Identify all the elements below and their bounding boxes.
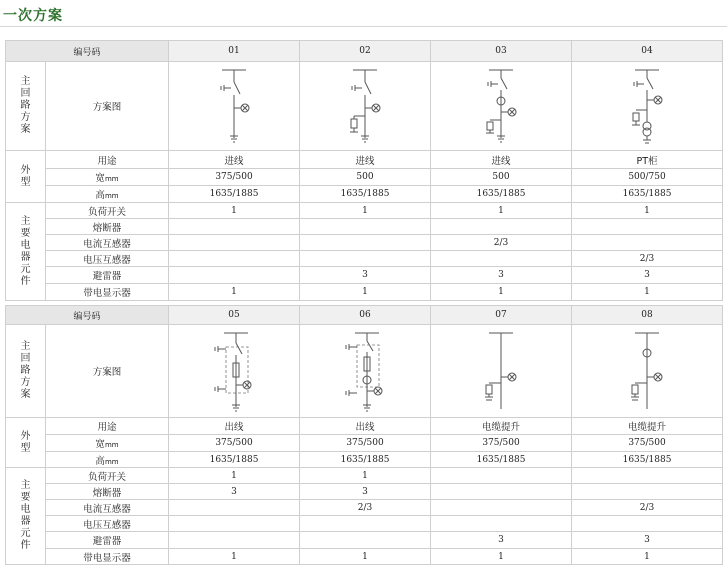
load-switch-label: 负荷开关 bbox=[46, 468, 169, 484]
scheme-code: 05 bbox=[169, 306, 300, 325]
fuse-label: 熔断器 bbox=[46, 219, 169, 235]
fuse-label: 熔断器 bbox=[46, 484, 169, 500]
height-value: 1635/1885 bbox=[572, 452, 723, 468]
ct-qty bbox=[169, 235, 300, 251]
current-transformer-label: 电流互感器 bbox=[46, 235, 169, 251]
diagram-03 bbox=[431, 62, 572, 151]
diagram-05 bbox=[169, 325, 300, 418]
code-label: 编号码 bbox=[6, 41, 169, 62]
diagram-06 bbox=[300, 325, 431, 418]
arrester-label: 避雷器 bbox=[46, 267, 169, 284]
voltage-transformer-label: 电压互感器 bbox=[46, 516, 169, 532]
load-switch-qty: 1 bbox=[431, 203, 572, 219]
diagram-07 bbox=[431, 325, 572, 418]
usage-value: PT柜 bbox=[572, 151, 723, 169]
arrester-qty bbox=[169, 532, 300, 549]
load-switch-qty bbox=[572, 468, 723, 484]
usage-value: 进线 bbox=[300, 151, 431, 169]
voltage-transformer-label: 电压互感器 bbox=[46, 251, 169, 267]
single-line-diagram-icon bbox=[206, 327, 262, 415]
scheme-code: 07 bbox=[431, 306, 572, 325]
live-indicator-label: 带电显示器 bbox=[46, 284, 169, 301]
vt-qty bbox=[169, 516, 300, 532]
arrester-label: 避雷器 bbox=[46, 532, 169, 549]
width-label: 宽mm bbox=[46, 435, 169, 452]
page-title: 一次方案 bbox=[3, 8, 63, 24]
live-indicator-qty: 1 bbox=[431, 549, 572, 565]
arrester-qty: 3 bbox=[572, 267, 723, 284]
fuse-qty bbox=[572, 219, 723, 235]
scheme-table-1 bbox=[5, 40, 723, 301]
ct-qty: 2/3 bbox=[431, 235, 572, 251]
appearance-label: 外型 bbox=[6, 418, 46, 468]
live-indicator-qty: 1 bbox=[572, 284, 723, 301]
height-value: 1635/1885 bbox=[300, 186, 431, 203]
live-indicator-qty: 1 bbox=[169, 284, 300, 301]
single-line-diagram-icon bbox=[622, 64, 672, 148]
width-value: 375/500 bbox=[572, 435, 723, 452]
main-circuit-label: 主回路方案 bbox=[6, 325, 46, 418]
load-switch-qty: 1 bbox=[572, 203, 723, 219]
height-label: 高mm bbox=[46, 186, 169, 203]
width-value: 500/750 bbox=[572, 169, 723, 186]
ct-qty bbox=[300, 235, 431, 251]
vt-qty bbox=[431, 251, 572, 267]
fuse-qty bbox=[431, 219, 572, 235]
fuse-qty: 3 bbox=[300, 484, 431, 500]
live-indicator-qty: 1 bbox=[431, 284, 572, 301]
load-switch-qty: 1 bbox=[300, 468, 431, 484]
scheme-code: 06 bbox=[300, 306, 431, 325]
single-line-diagram-icon bbox=[619, 327, 675, 415]
height-value: 1635/1885 bbox=[169, 186, 300, 203]
scheme-code: 01 bbox=[169, 41, 300, 62]
load-switch-qty: 1 bbox=[300, 203, 431, 219]
code-label: 编号码 bbox=[6, 306, 169, 325]
live-indicator-qty: 1 bbox=[572, 549, 723, 565]
diagram-02 bbox=[300, 62, 431, 151]
single-line-diagram-icon bbox=[337, 327, 393, 415]
height-value: 1635/1885 bbox=[169, 452, 300, 468]
scheme-code: 08 bbox=[572, 306, 723, 325]
single-line-diagram-icon bbox=[340, 64, 390, 148]
vt-qty bbox=[300, 516, 431, 532]
width-value: 500 bbox=[431, 169, 572, 186]
usage-value: 出线 bbox=[300, 418, 431, 435]
fuse-qty: 3 bbox=[169, 484, 300, 500]
fuse-qty bbox=[300, 219, 431, 235]
scheme-code: 04 bbox=[572, 41, 723, 62]
scheme-diagram-label: 方案图 bbox=[46, 325, 169, 418]
width-value: 500 bbox=[300, 169, 431, 186]
height-value: 1635/1885 bbox=[431, 452, 572, 468]
single-line-diagram-icon bbox=[473, 327, 529, 415]
usage-value: 电缆提升 bbox=[431, 418, 572, 435]
width-value: 375/500 bbox=[169, 435, 300, 452]
load-switch-label: 负荷开关 bbox=[46, 203, 169, 219]
arrester-qty: 3 bbox=[572, 532, 723, 549]
ct-qty bbox=[169, 500, 300, 516]
ct-qty: 2/3 bbox=[300, 500, 431, 516]
live-indicator-label: 带电显示器 bbox=[46, 549, 169, 565]
load-switch-qty: 1 bbox=[169, 468, 300, 484]
vt-qty: 2/3 bbox=[572, 251, 723, 267]
vt-qty bbox=[572, 516, 723, 532]
height-value: 1635/1885 bbox=[431, 186, 572, 203]
appearance-label: 外型 bbox=[6, 151, 46, 203]
usage-value: 进线 bbox=[431, 151, 572, 169]
usage-label: 用途 bbox=[46, 418, 169, 435]
live-indicator-qty: 1 bbox=[300, 549, 431, 565]
diagram-01 bbox=[169, 62, 300, 151]
height-value: 1635/1885 bbox=[572, 186, 723, 203]
diagram-08 bbox=[572, 325, 723, 418]
width-label: 宽mm bbox=[46, 169, 169, 186]
vt-qty bbox=[169, 251, 300, 267]
scheme-diagram-label: 方案图 bbox=[46, 62, 169, 151]
ct-qty: 2/3 bbox=[572, 500, 723, 516]
height-label: 高mm bbox=[46, 452, 169, 468]
live-indicator-qty: 1 bbox=[169, 549, 300, 565]
arrester-qty: 3 bbox=[300, 267, 431, 284]
arrester-qty: 3 bbox=[431, 532, 572, 549]
main-apparatus-label: 主要电器元件 bbox=[6, 468, 46, 565]
usage-value: 电缆提升 bbox=[572, 418, 723, 435]
scheme-table-2 bbox=[5, 305, 723, 565]
ct-qty bbox=[572, 235, 723, 251]
arrester-qty bbox=[300, 532, 431, 549]
usage-value: 出线 bbox=[169, 418, 300, 435]
main-circuit-label: 主回路方案 bbox=[6, 62, 46, 151]
live-indicator-qty: 1 bbox=[300, 284, 431, 301]
single-line-diagram-icon bbox=[209, 64, 259, 148]
current-transformer-label: 电流互感器 bbox=[46, 500, 169, 516]
width-value: 375/500 bbox=[300, 435, 431, 452]
width-value: 375/500 bbox=[431, 435, 572, 452]
load-switch-qty bbox=[431, 468, 572, 484]
scheme-code: 03 bbox=[431, 41, 572, 62]
fuse-qty bbox=[431, 484, 572, 500]
usage-label: 用途 bbox=[46, 151, 169, 169]
width-value: 375/500 bbox=[169, 169, 300, 186]
single-line-diagram-icon bbox=[476, 64, 526, 148]
fuse-qty bbox=[572, 484, 723, 500]
arrester-qty: 3 bbox=[431, 267, 572, 284]
title-divider bbox=[0, 26, 727, 27]
vt-qty bbox=[300, 251, 431, 267]
arrester-qty bbox=[169, 267, 300, 284]
fuse-qty bbox=[169, 219, 300, 235]
ct-qty bbox=[431, 500, 572, 516]
height-value: 1635/1885 bbox=[300, 452, 431, 468]
scheme-code: 02 bbox=[300, 41, 431, 62]
usage-value: 进线 bbox=[169, 151, 300, 169]
diagram-04 bbox=[572, 62, 723, 151]
vt-qty bbox=[431, 516, 572, 532]
load-switch-qty: 1 bbox=[169, 203, 300, 219]
main-apparatus-label: 主要电器元件 bbox=[6, 203, 46, 301]
